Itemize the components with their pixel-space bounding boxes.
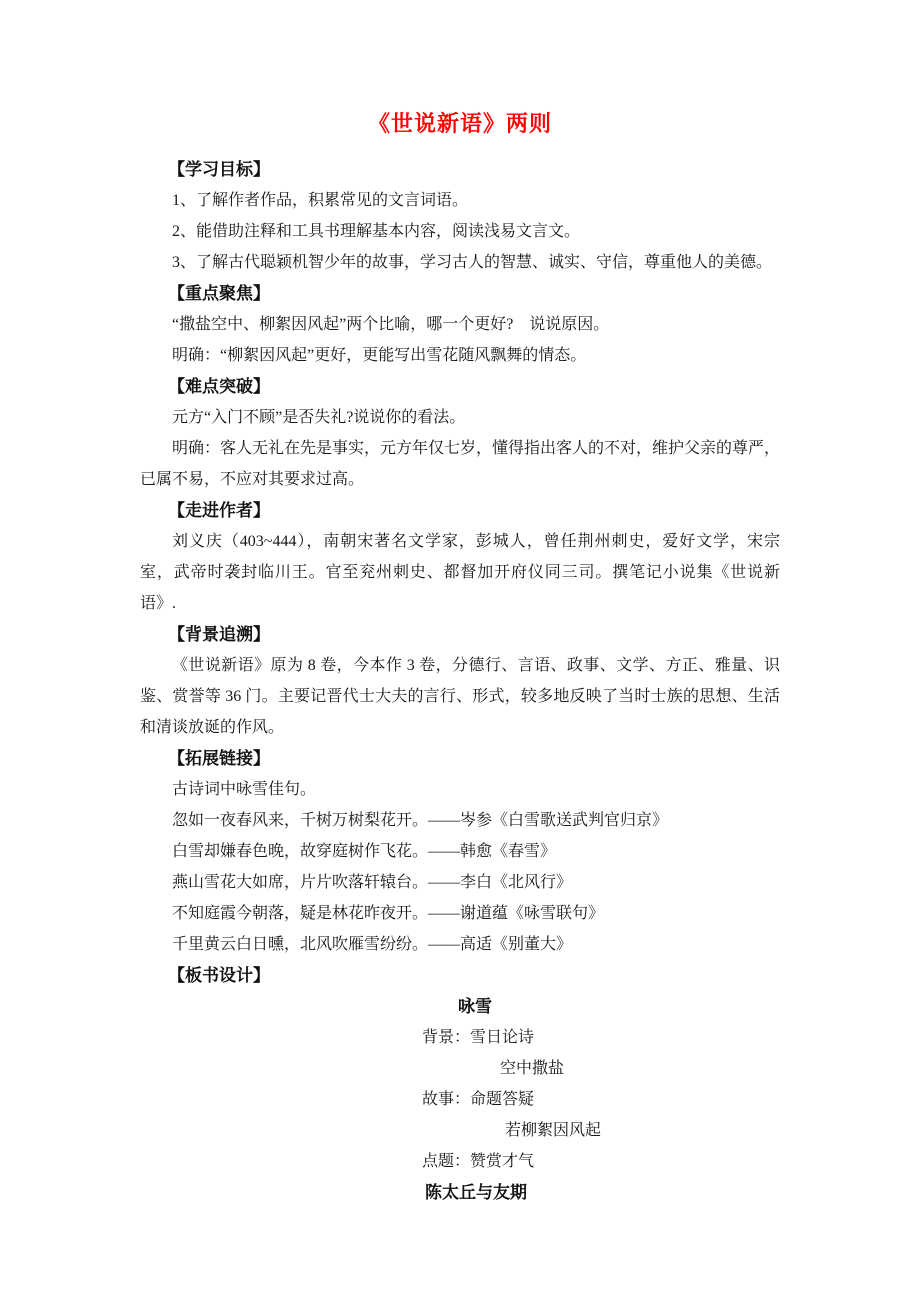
section-about-author [140, 495, 780, 619]
difficulty-answer: 明确：客人无礼在先是事实，元方年仅七岁，懂得指出客人的不对，维护父亲的尊严，已属不易，不应对其要求过高。 [140, 440, 781, 488]
board-title-chentaiqiu: 陈太丘与友期 [425, 1183, 527, 1202]
section-extension-links [140, 743, 780, 960]
section-board-design [140, 960, 780, 1208]
board-line-background: 背景：雪日论诗 [422, 1029, 535, 1046]
poem-line-libai: 燕山雪花大如席，片片吹落轩辕台。——李白《北风行》 [172, 874, 573, 891]
section-header-learning-goals: 【学习目标】 [168, 160, 270, 179]
poem-line-censhen: 忽如一夜春风来，千树万树梨花开。——岑参《白雪歌送武判官归京》 [172, 812, 669, 829]
page-title: 《世说新语》两则 [367, 111, 552, 136]
section-header-difficulty: 【难点突破】 [168, 377, 270, 396]
author-bio-text: 刘义庆（403~444），南朝宋著名文学家，彭城人，曾任荆州刺史，爱好文学，宋宗室，武帝时袭封临川王。官至兖州刺史、都督加开府仪同三司。撰笔记小说集《世说新语》. [140, 533, 780, 612]
poem-line-gaoshi: 千里黄云白日曛，北风吹雁雪纷纷。——高适《别董大》 [172, 936, 573, 953]
board-line-story: 故事：命题答疑 [422, 1091, 535, 1108]
section-header-background: 【背景追溯】 [168, 625, 270, 644]
key-focus-answer: 明确：“柳絮因风起”更好，更能写出雪花随风飘舞的情态。 [172, 347, 587, 364]
background-text: 《世说新语》原为 8 卷，今本作 3 卷，分德行、言语、政事、文学、方正、雅量、识鉴、赏誉等 36 门。主要记晋代士大夫的言行、形式，较多地反映了当时士族的思想、生活和清谈放诞的作风。 [140, 657, 780, 736]
poem-line-hanyu: 白雪却嫌春色晚，故穿庭树作飞花。——韩愈《春雪》 [172, 843, 557, 860]
section-header-extension: 【拓展链接】 [168, 749, 270, 768]
section-key-focus [140, 278, 780, 371]
section-background [140, 619, 780, 743]
goal-item-1: 1、了解作者作品，积累常见的文言词语。 [172, 192, 469, 209]
board-title-yongxue: 咏雪 [458, 997, 492, 1016]
section-difficulty-breakthrough [140, 371, 780, 495]
section-header-board-design: 【板书设计】 [168, 966, 270, 985]
section-header-key-focus: 【重点聚焦】 [168, 284, 270, 303]
section-learning-goals [140, 154, 780, 278]
section-header-about-author: 【走进作者】 [168, 501, 270, 520]
board-design-diagram [140, 991, 780, 1208]
goal-item-2: 2、能借助注释和工具书理解基本内容，阅读浅易文言文。 [172, 223, 581, 240]
extension-intro: 古诗词中咏雪佳句。 [172, 781, 317, 798]
key-focus-question: “撒盐空中、柳絮因风起”两个比喻，哪一个更好? 说说原因。 [172, 316, 610, 333]
poem-line-xiedaoyun: 不知庭霞今朝落，疑是林花昨夜开。——谢道蕴《咏雪联句》 [172, 905, 605, 922]
board-line-sprinkle-salt: 空中撒盐 [500, 1060, 565, 1077]
board-line-willow-catkins: 若柳絮因风起 [505, 1122, 602, 1139]
difficulty-question: 元方“入门不顾”是否失礼?说说你的看法。 [172, 409, 466, 426]
goal-item-3: 3、了解古代聪颖机智少年的故事，学习古人的智慧、诚实、守信，尊重他人的美德。 [172, 254, 773, 271]
board-line-point: 点题：赞赏才气 [422, 1153, 535, 1170]
